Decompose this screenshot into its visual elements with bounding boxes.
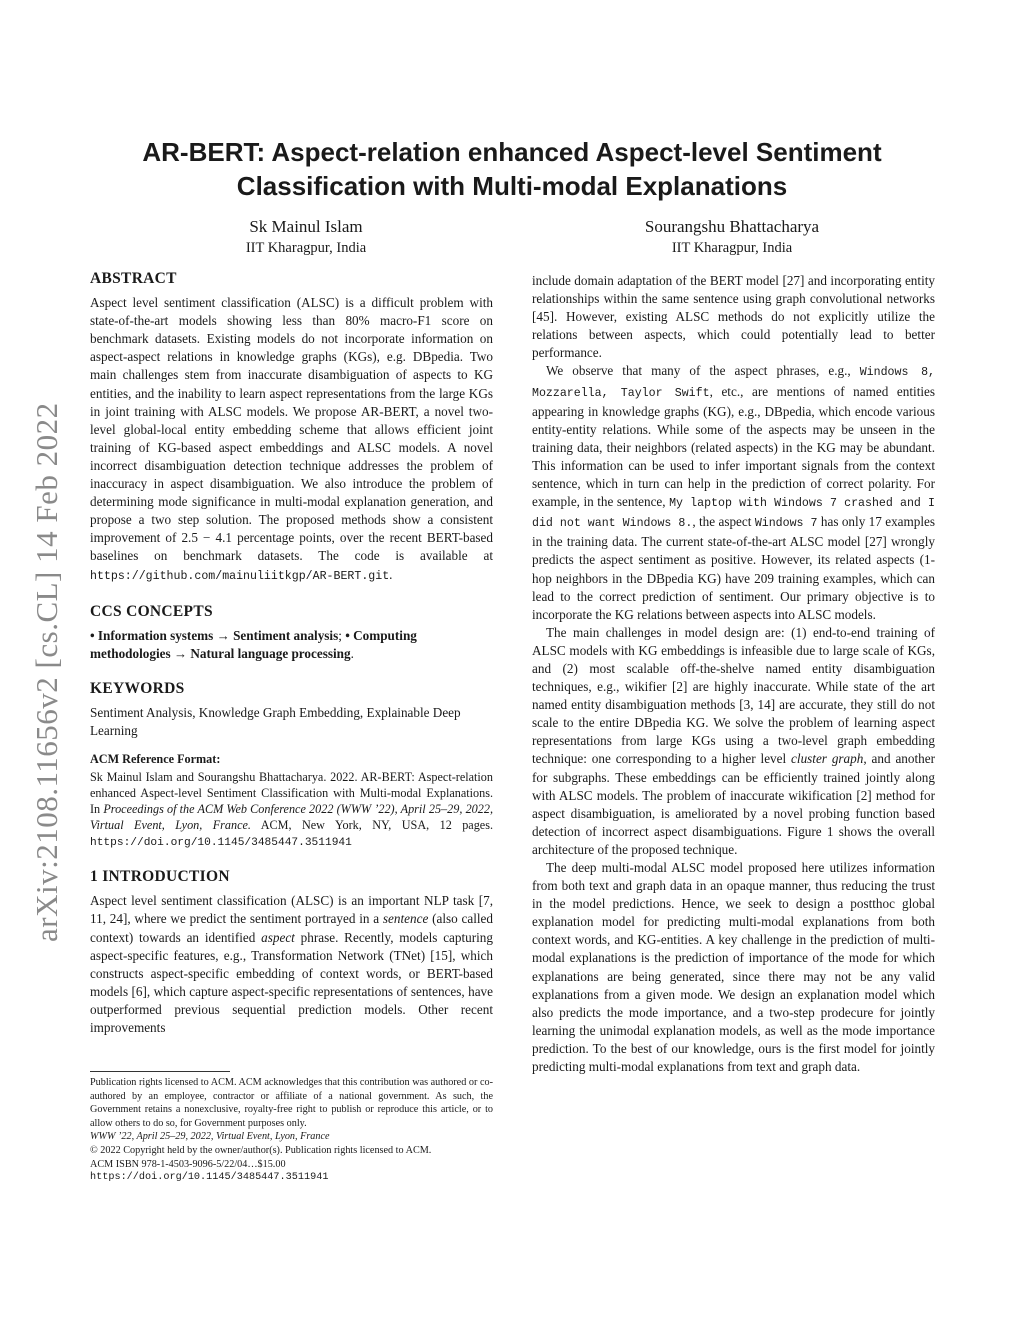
arxiv-identifier: arXiv:2108.11656v2 [cs.CL] 14 Feb 2022	[29, 402, 64, 942]
intro-p1-b: (also called context) towards an identified	[90, 911, 493, 945]
ccs-text	[90, 627, 493, 663]
intro-p1-a: Aspect level sentiment classification (ALSC) is an important NLP task [7, 11, 24], where we predict the sentiment portrayed in a	[90, 893, 493, 927]
footnote	[90, 1076, 493, 1185]
footnote-isbn: ACM ISBN 978-1-4503-9096-5/22/04…$15.00	[90, 1158, 286, 1170]
ccs-concept-1: • Information systems → Sentiment analysis	[90, 627, 339, 643]
acm-ref-venue: Proceedings of the ACM Web Conference 2022 (WWW ’22), April 25–29, 2022, Virtual Event, Lyon, France.	[90, 802, 493, 833]
ccs-heading: CCS CONCEPTS	[90, 602, 213, 620]
introduction-heading: 1 INTRODUCTION	[90, 868, 230, 886]
author-affiliation: IIT Kharagpur, India	[245, 240, 367, 256]
keywords-text: Sentiment Analysis, Knowledge Graph Embedding, Explainable Deep Learning	[90, 704, 461, 739]
page-title: AR-BERT: Aspect-relation enhanced Aspect-level Sentiment Classification with Multi-modal Explanations	[142, 137, 882, 201]
code-url-link[interactable]: https://github.com/mainuliitkgp/AR-BERT.git	[90, 569, 390, 583]
author-name: Sk Mainul Islam	[249, 217, 363, 236]
acm-reference-heading: ACM Reference Format:	[90, 752, 221, 767]
abstract-end: .	[389, 566, 393, 582]
acm-reference-text	[90, 769, 493, 851]
intro-p3-code-1: Windows 8, Mozzarella, Taylor Swift	[532, 366, 935, 400]
abstract-body: Aspect level sentiment classification (ALSC) is a difficult problem with state-of-the-art models showing less than 80% macro-F1 score on benchmark datasets. Existing models do not incorporate information on aspect-aspect relations in knowledge graphs (KGs), e.g. DBpedia. Two main challenges stem from inaccurate disambiguation of aspects to KG entities, and the inability to learn aspect representations from the large KGs in joint training with ALSC models. We propose AR-BERT, a novel two-level global-local entity embedding scheme that allows efficient joint training of KG-based aspect embeddings and ALSC models. A novel incorrect disambiguation detection technique addresses the problem of inaccuracy in aspect disambiguation. We also introduce the problem of determining mode significance in multi-modal explanation generation, and propose a two step solution. The proposed methods show a consistent improvement of 2.5 − 4.1 percentage points, over the recent BERT-based baselines on benchmark datasets. The code is available at	[90, 295, 493, 564]
intro-p4-cluster-graph: cluster graph	[791, 751, 864, 767]
acm-ref-part-1: Sk Mainul Islam and Sourangshu Bhattacharya. 2022. AR-BERT: Aspect-relation enhanced Aspect-level Sentiment Classification with Multi-modal Explanations. In	[90, 770, 493, 817]
left-column	[90, 270, 493, 1037]
intro-p3-code-3: Windows 7	[754, 517, 818, 531]
intro-paragraph-4	[532, 624, 935, 859]
abstract-text	[90, 294, 493, 586]
intro-paragraph-5: The deep multi-modal ALSC model proposed here utilizes information from both text and graph data in an opaque manner, thus reducing the trust in the model predictions. Hence, we seek to design a postthoc global explanation model for predicting multi-modal explanations from both context words, and KG-entities. A key challenge in the prediction of multi-modal explanations is the prediction of importance of the mode for which explanations are being generated, since there may not be any valid explanations from a given mode. We design an explanation model which also predicts the mode importance, and a two-step prodecure for jointly learning the unimodal explanation models, as well as the mode importance prediction. To the best of our knowledge, ours is the first model for jointly predicting multi-modal explanations from text and graph data.	[532, 860, 935, 1075]
acm-ref-part-2: ACM, New York, NY, USA, 12 pages.	[250, 818, 493, 833]
ccs-concept-2: • Computing methodologies → Natural language processing	[90, 627, 417, 661]
intro-p3-code-2: My laptop with Windows 7 crashed and I did not want Windows 8.	[532, 497, 935, 531]
ccs-separator: ;	[338, 627, 346, 643]
ccs-end: .	[350, 645, 354, 661]
author-1	[156, 216, 456, 258]
intro-paragraph-1	[90, 892, 493, 1037]
footnote-divider	[90, 1071, 230, 1072]
author-affiliation: IIT Kharagpur, India	[671, 240, 793, 256]
intro-p4-b: , and another for subgraphs. These embeddings can be efficiently trained jointly along with ALSC models. The problem of inaccurate wikification [2] method for aspect disambiguation, is ameliorated by a novel probing function based detection of incorrect aspect disambiguations. Figure 1 shows the overall architecture of the proposed technique.	[532, 751, 935, 857]
footnote-rights: Publication rights licensed to ACM. ACM acknowledges that this contribution was authored or co-authored by an employee, contractor or affiliate of a national government. As such, the Government retains a nonexclusive, royalty-free right to publish or reproduce this article, or to allow others to do so, for Government purposes only.	[90, 1077, 493, 1129]
intro-paragraph-3	[532, 362, 935, 623]
intro-p3-c: , the aspect	[692, 514, 755, 530]
right-column	[532, 272, 935, 1076]
intro-p1-sentence: sentence	[382, 911, 429, 927]
intro-p1-aspect: aspect	[261, 929, 295, 945]
keywords-heading: KEYWORDS	[90, 679, 185, 697]
acm-ref-doi-link[interactable]: https://doi.org/10.1145/3485447.3511941	[90, 837, 352, 850]
footnote-doi-link[interactable]: https://doi.org/10.1145/3485447.3511941	[90, 1172, 329, 1184]
intro-p4-a: The main challenges in model design are: (1) end-to-end training of ALSC models with KG embeddings is infeasible due to large scale of KGs, and (2) most scalable off-the-shelve named entity disambiguation techniques, e.g., wikifier [2] are highly inaccurate. While state of the art named entity disambiguation methods [3, 14] are accurate, they still do not scale to the entire DBpedia KG. We solve the problem of learning aspect representations from large KGs using a two-level graph embedding technique: one corresponding to a higher level	[532, 624, 935, 767]
intro-p3-a: We observe that many of the aspect phrases, e.g.,	[546, 363, 860, 379]
intro-p3-d: has only 17 examples in the training data. The current state-of-the-art ALSC model [27] wrongly predicts the aspect sentiment as positive. However, its related aspects (1-hop neighbors in the DBpedia KG) have 209 training examples, which can lead to the correct prediction of sentiment. Our primary objective is to incorporate the KG relations between aspects into ALSC models.	[532, 514, 936, 622]
author-2	[582, 216, 882, 258]
footnote-conference: WWW ’22, April 25–29, 2022, Virtual Event, Lyon, France	[90, 1131, 330, 1143]
footnote-copyright: © 2022 Copyright held by the owner/author(s). Publication rights licensed to ACM.	[90, 1144, 432, 1156]
intro-p3-b: , etc., are mentions of named entities appearing in knowledge graphs (KG), e.g., DBpedia, which encode various entity-entity relations. While some of the aspects may be unseen in the training data, their neighbors (related aspects) in the KG may be abundant. This information can be used to infer important signals from the context sentence, which in turn can help in the prediction of correct polarity. For example, in the sentence,	[532, 383, 936, 510]
intro-paragraph-2: include domain adaptation of the BERT model [27] and incorporating entity relationships within the same sentence using graph convolutional networks [45]. However, existing ALSC methods do not explicitly utilize the relations between aspects, which could potentially lead to better performance.	[532, 273, 935, 361]
author-name: Sourangshu Bhattacharya	[644, 217, 820, 236]
abstract-heading: ABSTRACT	[90, 270, 177, 287]
intro-p1-c: phrase. Recently, models capturing aspect-specific features, e.g., Transformation Network (TNet) [15], which constructs aspect-specific embedding of context words, or BERT-based models [6], which capture aspect-specific representations of sentences, have outperformed previous sequential prediction models. Other recent improvements	[90, 929, 493, 1035]
